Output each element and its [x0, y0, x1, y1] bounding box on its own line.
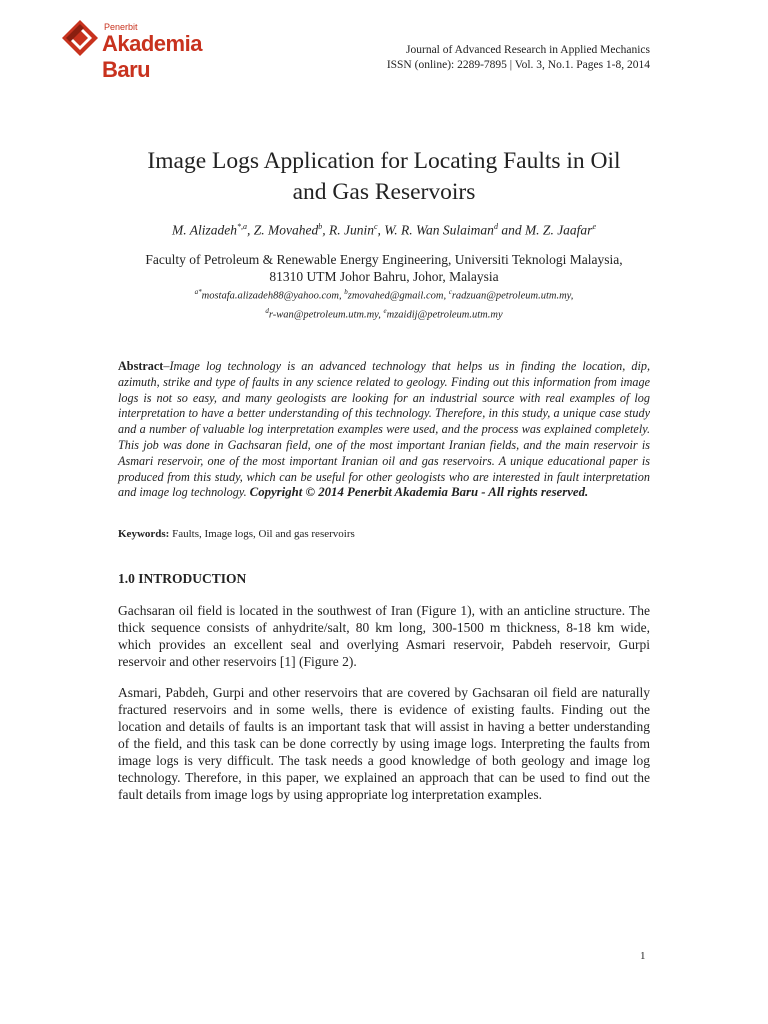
- email-line-1: [110, 285, 658, 304]
- author-affil-mark: *,a: [236, 222, 247, 231]
- email-mark: d: [265, 306, 269, 315]
- email-mark: e: [383, 306, 387, 315]
- author-emails: [110, 285, 658, 322]
- intro-paragraph-1: Gachsaran oil field is located in the southwest of Iran (Figure 1), with an anticline structure. The thick sequence consists of anhydrite/salt, 80 km long, 300-1500 m thickness, 8-18 km wide, which provides an excellent seal and overlying Asmari reservoir, Pabdeh reservoir, Gurpi reservoir and other reservoirs [1] (Figure 2).: [118, 603, 650, 669]
- email-mark: c: [448, 288, 452, 296]
- email-link[interactable]: r-wan@petroleum.utm.my,: [268, 309, 384, 320]
- email-link[interactable]: mostafa.alizadeh88@yahoo.com,: [201, 290, 345, 302]
- journal-name: Journal of Advanced Research in Applied Mechanics: [406, 44, 650, 56]
- journal-issn: ISSN (online): 2289-7895 | Vol. 3, No.1. Pages 1-8, 2014: [386, 59, 650, 71]
- author-affil-mark: c: [373, 222, 378, 231]
- email-mark: b: [344, 288, 348, 296]
- section-heading: 1.0 INTRODUCTION: [118, 571, 247, 586]
- keywords-label: Keywords:: [118, 528, 170, 540]
- email-link[interactable]: radzuan@petroleum.utm.my,: [451, 290, 574, 302]
- page-number: 1: [640, 950, 646, 962]
- publisher-logo: [58, 16, 248, 82]
- copyright-notice: Copyright © 2014 Penerbit Akademia Baru - All rights reserved.: [249, 485, 589, 500]
- affiliation-line-1: Faculty of Petroleum & Renewable Energy Engineering, Universiti Teknologi Malaysia,: [145, 252, 623, 267]
- author-affil-mark: b: [318, 222, 323, 231]
- affiliation: [110, 251, 658, 285]
- author-list: [110, 222, 658, 239]
- author-name: M. Alizadeh: [171, 222, 237, 238]
- author-affil-mark: e: [592, 222, 596, 231]
- keywords: [118, 528, 355, 540]
- paper-title: [110, 146, 658, 208]
- author-name: and M. Z. Jaafar: [497, 222, 593, 238]
- abstract-text: –Image log technology is an advanced technology that helps us in finding the location, dip, azimuth, strike and type of faults in any science related to geology. Finding out this information from image logs is not so easy, and many geologists are looking for an industrial source with real examples of log interpretation to have a better understanding of this technology. Therefore, in this study, a unique case study and a number of valuable log interpretation examples were used, and the process was explained completely. This job was done in Gachsaran field, one of the most important Iranian fields, and the main reservoir is Asmari reservoir, one of the most important Iranian oil and gas reservoirs. A unique educational paper is produced from this study, which can be useful for other geologists who are interested in fault interpretation and image log technology.: [118, 359, 650, 500]
- email-mark: a*: [194, 288, 202, 296]
- email-link[interactable]: zmovahed@gmail.com,: [347, 290, 449, 302]
- affiliation-line-2: 81310 UTM Johor Bahru, Johor, Malaysia: [269, 269, 499, 284]
- abstract-label: Abstract: [118, 359, 164, 373]
- keywords-text: Faults, Image logs, Oil and gas reservoirs: [169, 528, 355, 540]
- author-name: , W. R. Wan Sulaiman: [377, 222, 494, 238]
- author-name: , Z. Movahed: [246, 222, 319, 238]
- author-affil-mark: d: [493, 222, 498, 231]
- logo-small-text: Penerbit: [104, 22, 138, 32]
- email-line-2: [110, 304, 658, 323]
- title-line-2: and Gas Reservoirs: [292, 179, 476, 205]
- abstract: [118, 359, 650, 501]
- email-link[interactable]: mzaidij@petroleum.utm.my: [386, 309, 503, 320]
- author-name: , R. Junin: [322, 222, 374, 238]
- title-line-1: Image Logs Application for Locating Faults in Oil: [147, 148, 621, 174]
- logo-big-text: Akademia Baru: [102, 31, 202, 82]
- logo-diamond-icon: [58, 18, 102, 58]
- journal-info: [387, 43, 650, 73]
- intro-paragraph-2: Asmari, Pabdeh, Gurpi and other reservoirs that are covered by Gachsaran oil field are naturally fractured reservoirs and in some wells, there is evidence of existing faults. Finding out the location and details of faults is an important task that will assist in having a better understanding of the field, and this task can be done correctly by using image logs. Interpreting the faults from image logs is very difficult. The task needs a good knowledge of both geology and image log technology. Therefore, in this paper, we explained an approach that can be used to find out the fault details from image logs by using appropriate log interpretation examples.: [118, 685, 650, 802]
